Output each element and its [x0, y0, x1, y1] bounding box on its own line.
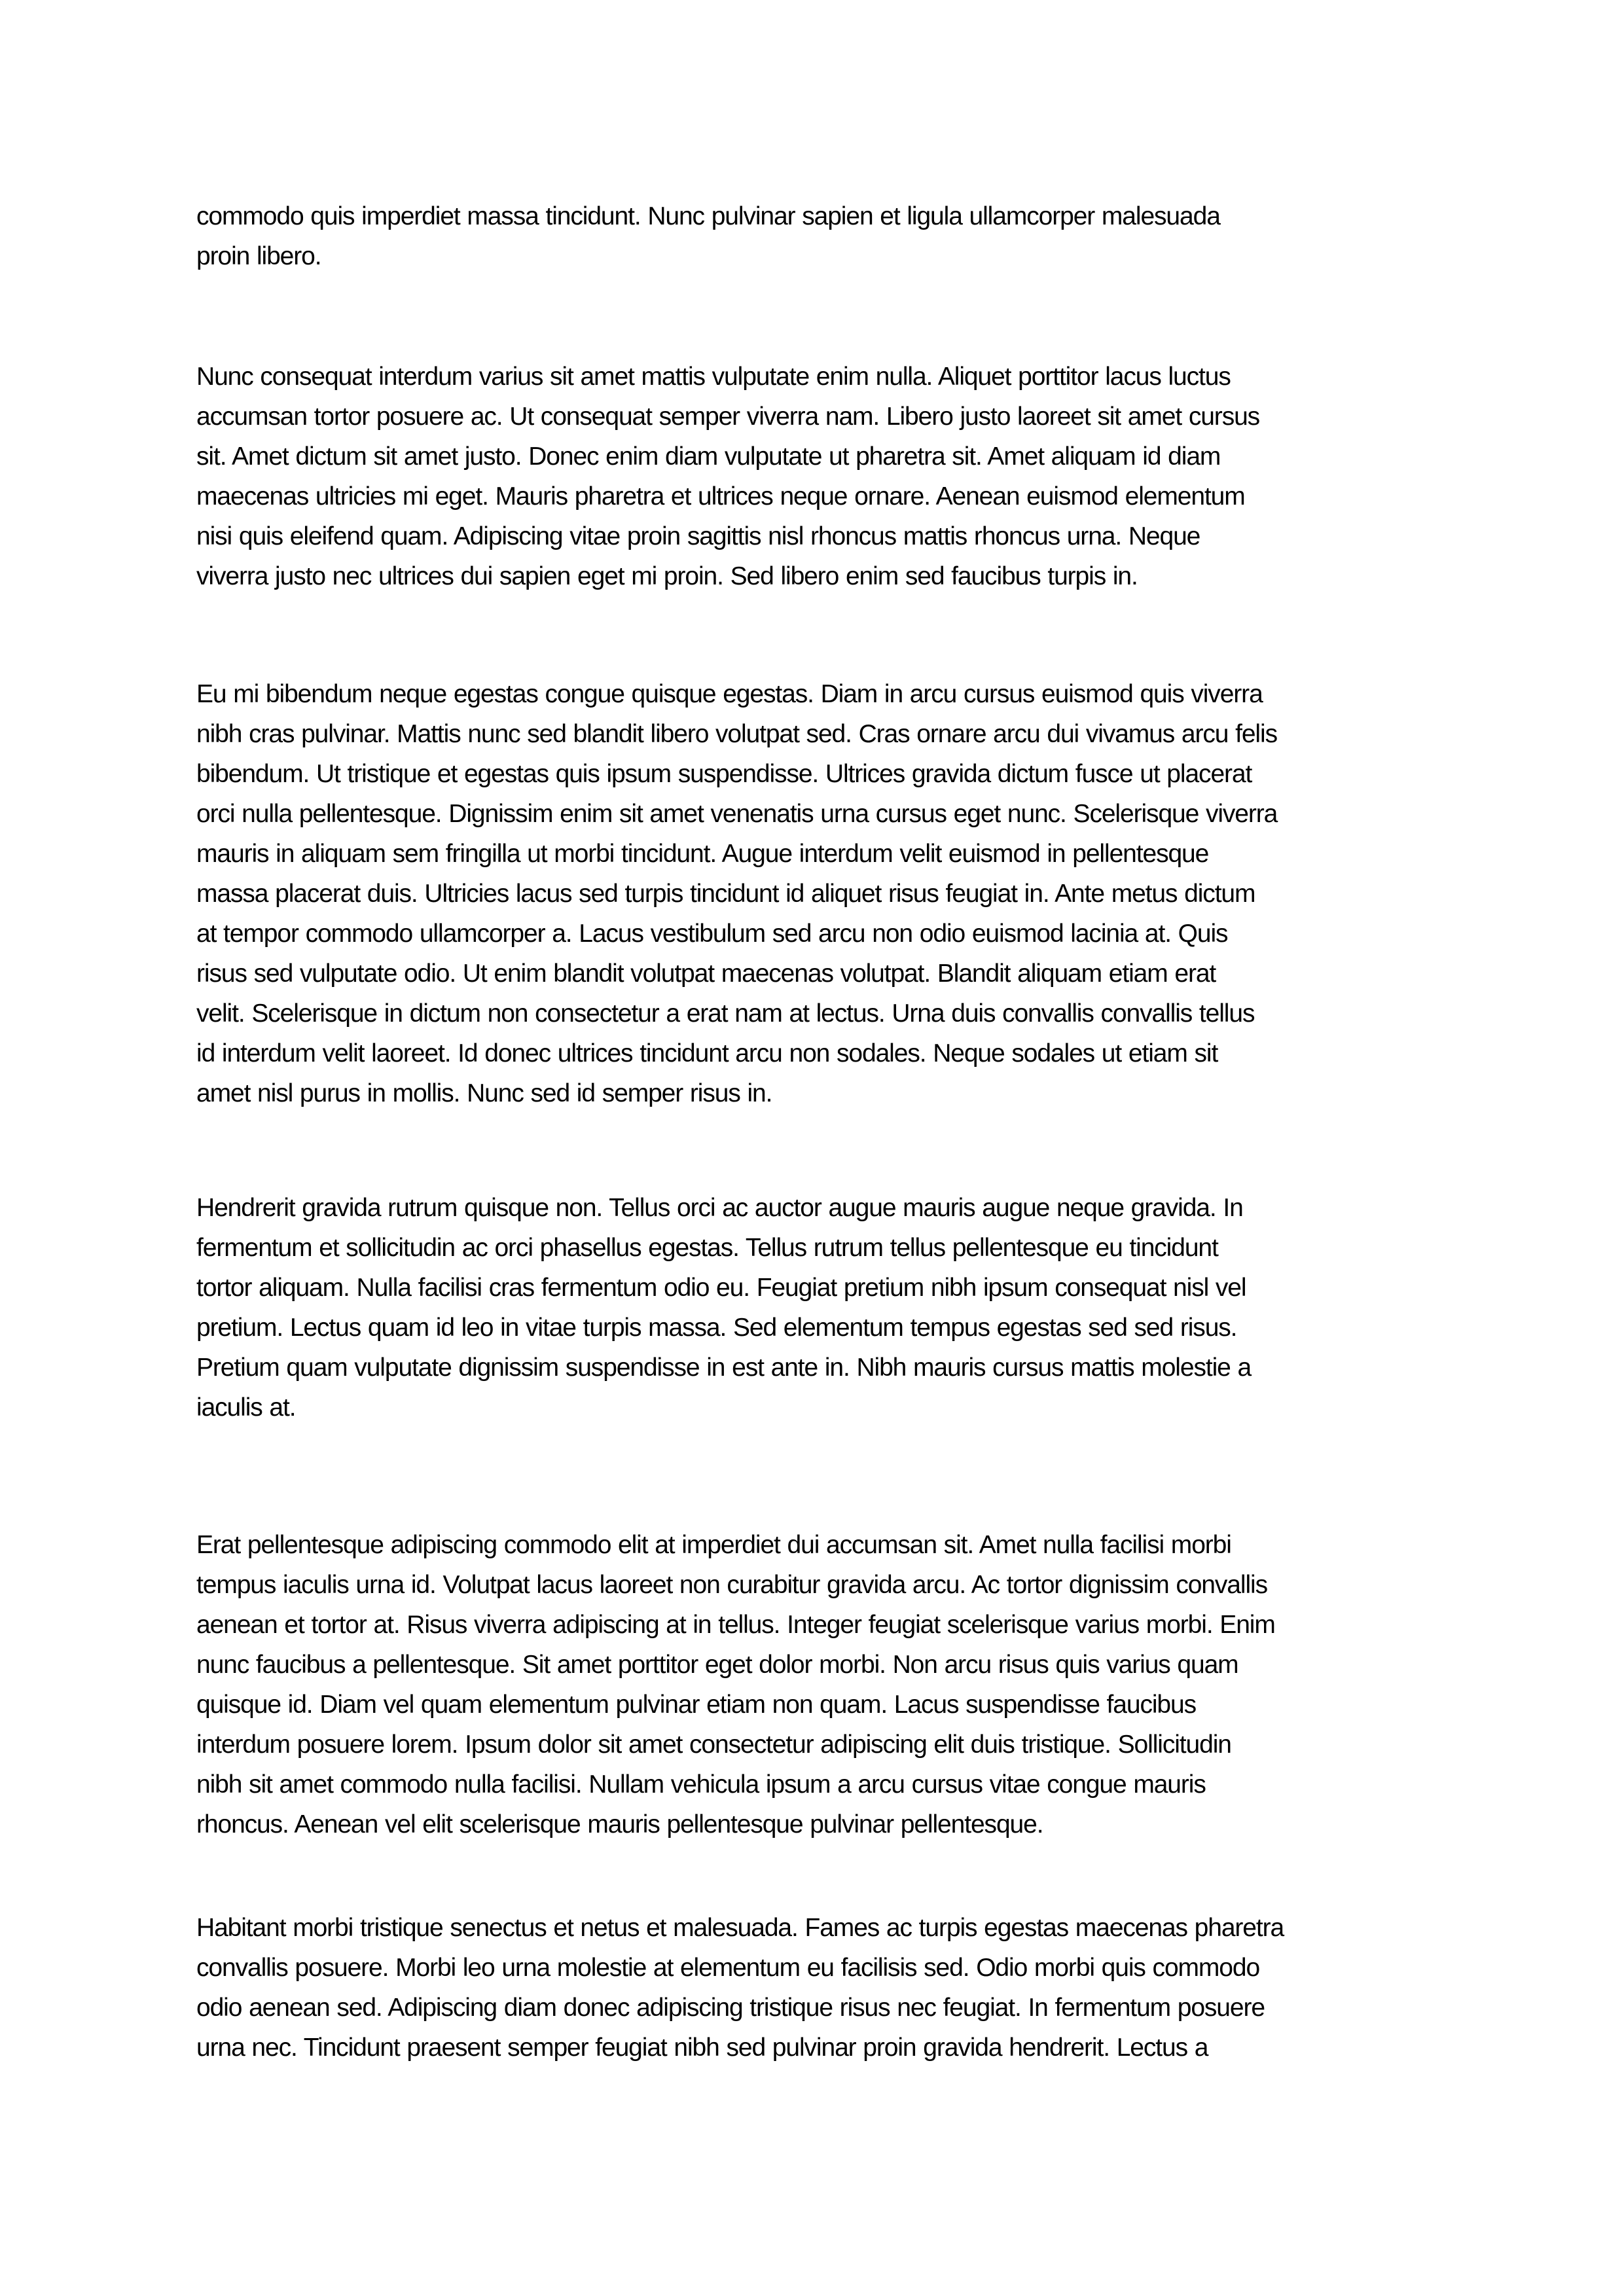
paragraph-1	[196, 196, 1440, 276]
paragraph-2	[196, 357, 1440, 596]
text-line: velit. Scelerisque in dictum non consectetur a erat nam at lectus. Urna duis convallis convallis tellus	[196, 999, 1255, 1028]
paragraph-4	[196, 1188, 1440, 1427]
text-line: proin libero.	[196, 242, 321, 270]
text-line: quisque id. Diam vel quam elementum pulvinar etiam non quam. Lacus suspendisse faucibus	[196, 1691, 1197, 1719]
text-line: convallis posuere. Morbi leo urna molestie at elementum eu facilisis sed. Odio morbi quis commodo	[196, 1954, 1260, 1982]
text-line: viverra justo nec ultrices dui sapien eget mi proin. Sed libero enim sed faucibus turpis in.	[196, 562, 1138, 590]
text-line: risus sed vulputate odio. Ut enim blandit volutpat maecenas volutpat. Blandit aliquam etiam erat	[196, 960, 1216, 988]
text-line: Habitant morbi tristique senectus et netus et malesuada. Fames ac turpis egestas maecenas pharetra	[196, 1914, 1284, 1942]
text-line: interdum posuere lorem. Ipsum dolor sit amet consectetur adipiscing elit duis tristique. Sollicitudin	[196, 1731, 1231, 1759]
text-line: bibendum. Ut tristique et egestas quis ipsum suspendisse. Ultrices gravida dictum fusce ut placerat	[196, 760, 1252, 788]
paragraph-5	[196, 1525, 1440, 1844]
text-line: Pretium quam vulputate dignissim suspendisse in est ante in. Nibh mauris cursus mattis molestie a	[196, 1354, 1252, 1382]
text-line: at tempor commodo ullamcorper a. Lacus vestibulum sed arcu non odio euismod lacinia at. Quis	[196, 920, 1228, 948]
text-line: sit. Amet dictum sit amet justo. Donec enim diam vulputate ut pharetra sit. Amet aliquam id diam	[196, 442, 1221, 471]
text-line: rhoncus. Aenean vel elit scelerisque mauris pellentesque pulvinar pellentesque.	[196, 1810, 1043, 1839]
text-line: orci nulla pellentesque. Dignissim enim sit amet venenatis urna cursus eget nunc. Scelerisque viverra	[196, 800, 1278, 828]
text-line: amet nisl purus in mollis. Nunc sed id semper risus in.	[196, 1079, 772, 1107]
text-line: aenean et tortor at. Risus viverra adipiscing at in tellus. Integer feugiat scelerisque varius morbi. Enim	[196, 1611, 1275, 1639]
text-line: urna nec. Tincidunt praesent semper feugiat nibh sed pulvinar proin gravida hendrerit. Lectus a	[196, 2034, 1208, 2062]
text-line: maecenas ultricies mi eget. Mauris pharetra et ultrices neque ornare. Aenean euismod elementum	[196, 482, 1245, 511]
text-line: nisi quis eleifend quam. Adipiscing vitae proin sagittis nisl rhoncus mattis rhoncus urna. Neque	[196, 522, 1200, 550]
text-line: commodo quis imperdiet massa tincidunt. Nunc pulvinar sapien et ligula ullamcorper malesuada	[196, 202, 1220, 230]
paragraph-6	[196, 1908, 1440, 2068]
text-line: massa placerat duis. Ultricies lacus sed turpis tincidunt id aliquet risus feugiat in. Ante metus dictum	[196, 880, 1255, 908]
text-line: odio aenean sed. Adipiscing diam donec adipiscing tristique risus nec feugiat. In fermentum posuere	[196, 1994, 1265, 2022]
text-line: nibh cras pulvinar. Mattis nunc sed blandit libero volutpat sed. Cras ornare arcu dui vivamus arcu felis	[196, 720, 1277, 748]
text-line: pretium. Lectus quam id leo in vitae turpis massa. Sed elementum tempus egestas sed sed risus.	[196, 1314, 1237, 1342]
text-line: nunc faucibus a pellentesque. Sit amet porttitor eget dolor morbi. Non arcu risus quis varius quam	[196, 1651, 1238, 1679]
text-line: accumsan tortor posuere ac. Ut consequat semper viverra nam. Libero justo laoreet sit amet cursus	[196, 403, 1260, 431]
text-line: fermentum et sollicitudin ac orci phasellus egestas. Tellus rutrum tellus pellentesque eu tincidunt	[196, 1234, 1218, 1262]
text-line: id interdum velit laoreet. Id donec ultrices tincidunt arcu non sodales. Neque sodales ut etiam sit	[196, 1039, 1218, 1067]
paragraph-3	[196, 674, 1440, 1113]
text-line: Hendrerit gravida rutrum quisque non. Tellus orci ac auctor augue mauris augue neque gravida. In	[196, 1194, 1243, 1222]
text-line: iaculis at.	[196, 1393, 296, 1422]
text-line: Eu mi bibendum neque egestas congue quisque egestas. Diam in arcu cursus euismod quis viverra	[196, 680, 1263, 708]
text-line: nibh sit amet commodo nulla facilisi. Nullam vehicula ipsum a arcu cursus vitae congue mauris	[196, 1770, 1206, 1799]
text-line: Nunc consequat interdum varius sit amet mattis vulputate enim nulla. Aliquet porttitor lacus luctus	[196, 363, 1231, 391]
text-line: tortor aliquam. Nulla facilisi cras fermentum odio eu. Feugiat pretium nibh ipsum consequat nisl vel	[196, 1274, 1246, 1302]
text-line: Erat pellentesque adipiscing commodo elit at imperdiet dui accumsan sit. Amet nulla facilisi morbi	[196, 1531, 1231, 1559]
text-line: tempus iaculis urna id. Volutpat lacus laoreet non curabitur gravida arcu. Ac tortor dignissim convallis	[196, 1571, 1267, 1599]
text-line: mauris in aliquam sem fringilla ut morbi tincidunt. Augue interdum velit euismod in pellentesque	[196, 840, 1209, 868]
